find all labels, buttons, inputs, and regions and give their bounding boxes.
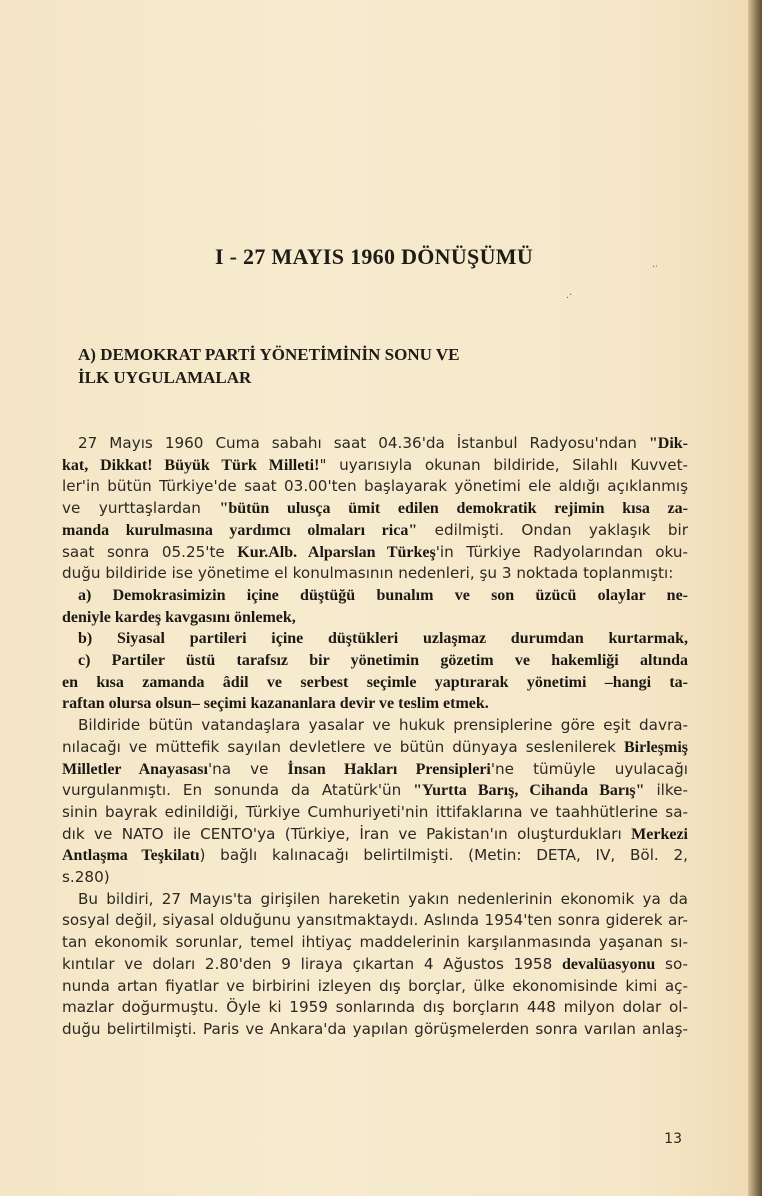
text-line: sinin bayrak edinildiği, Türkiye Cumhuriyeti'nin ittifaklarına ve taahhütlerine sa- <box>62 802 688 821</box>
section-heading-line: İLK UYGULAMALAR <box>78 368 252 387</box>
text-line: duğu bildiride ise yönetime el konulmasının nedenleri, şu 3 noktada toplanmıştı: <box>62 564 674 583</box>
list-item-b: b) Siyasal partileri içine düştükleri uzlaşmaz durumdan kurtarmak, <box>78 630 688 648</box>
book-spine-shadow <box>748 0 762 1196</box>
text-line: ler'in bütün Türkiye'de saat 03.00'ten başlayarak yönetimi ele aldığı açıklanmış <box>62 477 688 496</box>
text-line: dık ve NATO ile CENTO'ya (Türkiye, İran ve Pakistan'ın oluşturdukları Merkezi <box>62 824 688 843</box>
body-text <box>62 433 688 1041</box>
section-heading <box>78 343 638 389</box>
page-number: 13 <box>664 1131 682 1147</box>
text-line: 27 Mayıs 1960 Cuma sabahı saat 04.36'da İstanbul Radyosu'ndan "Dik- <box>78 434 688 452</box>
text-line: duğu belirtilmişti. Paris ve Ankara'da yapılan görüşmelerden sonra varılan anlaş- <box>62 1019 688 1038</box>
list-item-a: a) Demokrasimizin içine düştüğü bunalım ve son üzücü olaylar ne- <box>78 586 688 604</box>
section-heading-line: A) DEMOKRAT PARTİ YÖNETİMİNİN SONU VE <box>78 345 460 364</box>
list-item-c-cont: raftan olursa olsun– seçimi kazananlara devir ve teslim etmek. <box>62 695 489 713</box>
text-line: Bildiride bütün vatandaşlara yasalar ve hukuk prensiplerine göre eşit davra- <box>78 716 688 735</box>
text-line: kat, Dikkat! Büyük Türk Milleti!" uyarısıyla okunan bildiride, Silahlı Kuvvet- <box>62 455 688 474</box>
text-line: tan ekonomik sorunlar, temel ihtiyaç maddelerinin karşılanmasında yaşanan sı- <box>62 933 688 952</box>
text-line: manda kurulmasına yardımcı olmaları rica" edilmişti. Ondan yaklaşık bir <box>62 520 688 539</box>
text-line: s.280) <box>62 868 110 887</box>
page-speck: .· <box>566 290 573 301</box>
page-speck: ·ᐧ <box>652 262 658 273</box>
text-line: ve yurttaşlardan "bütün ulusça ümit edilen demokratik rejimin kısa za- <box>62 499 688 518</box>
text-line: mazlar doğurmuştu. Öyle ki 1959 sonlarında dış borçların 448 milyon dolar ol- <box>62 998 688 1017</box>
text-line: Milletler Anayasası'na ve İnsan Hakları Prensipleri'ne tümüyle uyulacağı <box>62 759 688 778</box>
text-line: Antlaşma Teşkilatı) bağlı kalınacağı belirtilmişti. (Metin: DETA, IV, Böl. 2, <box>62 846 688 865</box>
chapter-title: I - 27 MAYIS 1960 DÖNÜŞÜMÜ <box>214 244 534 269</box>
text-line: kıntılar ve doları 2.80'den 9 liraya çıkartan 4 Ağustos 1958 devalüasyonu so- <box>62 954 688 973</box>
list-item-a-cont: deniyle kardeş kavgasını önlemek, <box>62 608 296 626</box>
text-line: nunda artan fiyatlar ve birbirini izleyen dış borçlar, ülke ekonomisinde kimi aç- <box>62 976 688 995</box>
text-line: Bu bildiri, 27 Mayıs'ta girişilen hareketin yakın nedenlerinin ekonomik ya da <box>78 889 688 908</box>
list-item-c: c) Partiler üstü tarafsız bir yönetimin gözetim ve hakemliği altında <box>78 652 688 670</box>
text-line: nılacağı ve müttefik sayılan devletlere ve bütün dünyaya seslenilerek Birleşmiş <box>62 737 688 756</box>
text-line: vurgulanmıştı. En sonunda da Atatürk'ün "Yurtta Barış, Cihanda Barış" ilke- <box>62 781 688 800</box>
text-line: sosyal değil, siyasal olduğunu yansıtmaktaydı. Aslında 1954'ten sonra giderek ar- <box>62 911 688 930</box>
list-item-c-cont: en kısa zamanda âdil ve serbest seçimle yaptırarak yönetimi –hangi ta- <box>62 673 688 691</box>
text-line: saat sonra 05.25'te Kur.Alb. Alparslan Türkeş'in Türkiye Radyolarından oku- <box>62 542 688 561</box>
